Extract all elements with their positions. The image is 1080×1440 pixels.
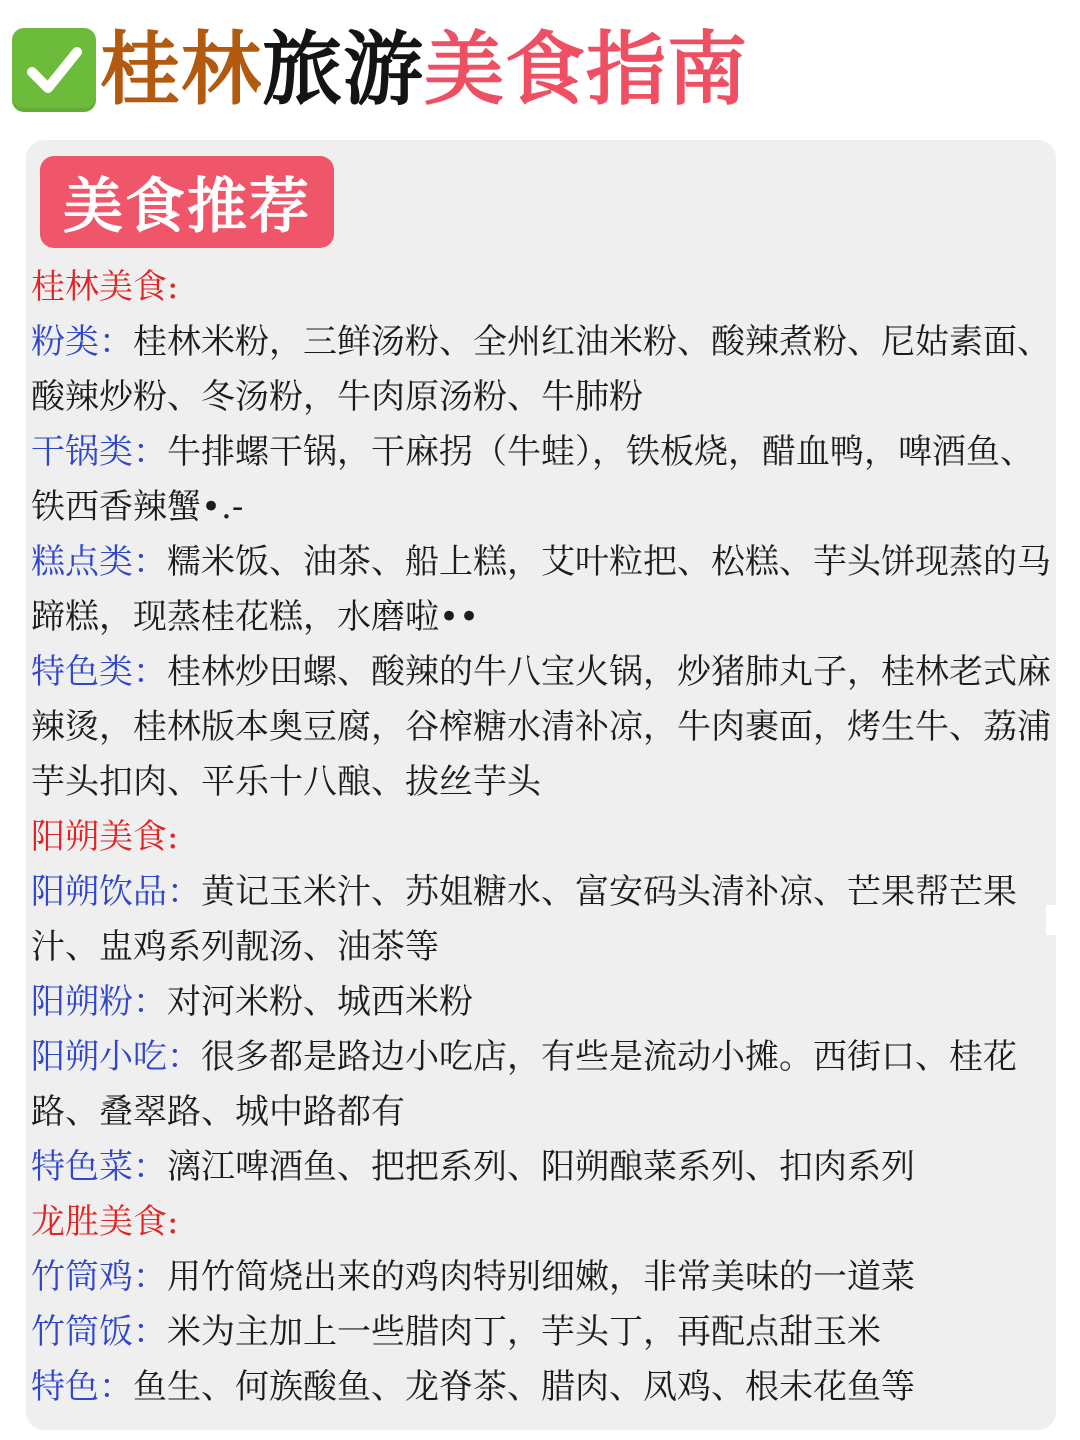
item-text: 鱼生、何族酸鱼、龙脊茶、腊肉、凤鸡、根未花鱼等 [133,1367,915,1407]
page-title [12,22,748,118]
list-item [31,1305,1051,1360]
checkmark-icon [12,28,96,112]
title-food-guide: 美食指南 [424,23,748,116]
item-text: 用竹简烧出来的鸡肉特别细嫩，非常美味的一道菜 [167,1257,915,1297]
list-item [31,975,1051,1030]
item-text: 对河米粉、城西米粉 [167,982,473,1022]
item-label: 阳朔饮品： [31,872,201,912]
list-item [31,535,1051,645]
list-item [31,425,1051,535]
item-text: 米为主加上一些腊肉丁，芋头丁，再配点甜玉米 [167,1312,881,1352]
item-label: 阳朔粉： [31,982,167,1022]
item-text: 很多都是路边小吃店，有些是流动小摊。西街口、桂花路、叠翠路、城中路都有 [31,1037,1017,1132]
list-item [31,1140,1051,1195]
item-label: 特色： [31,1367,133,1407]
longsheng-heading: 龙胜美食: [31,1202,179,1242]
item-label: 干锅类： [31,432,167,472]
item-text: 牛排螺干锅，干麻拐（牛蛙），铁板烧，醋血鸭，啤酒鱼、铁西香辣蟹•.- [31,432,1034,527]
item-label: 阳朔小吃： [31,1037,201,1077]
item-label: 糕点类： [31,542,167,582]
list-item [31,1030,1051,1140]
title-text [100,22,748,118]
food-list [31,260,1051,1415]
item-label: 竹筒鸡： [31,1257,167,1297]
item-label: 粉类： [31,322,133,362]
list-item [31,865,1051,975]
item-label: 竹筒饭： [31,1312,167,1352]
list-item [31,1250,1051,1305]
item-text: 漓江啤酒鱼、把把系列、阳朔酿菜系列、扣肉系列 [167,1147,915,1187]
item-text: 黄记玉米汁、苏姐糖水、富安码头清补凉、芒果帮芒果汁、盅鸡系列靓汤、油茶等 [31,872,1017,967]
list-item [31,645,1051,810]
section-badge: 美食推荐 [40,156,334,248]
title-travel: 旅游 [262,23,424,116]
list-item [31,315,1051,425]
list-item [31,1360,1051,1415]
yangshuo-heading: 阳朔美食: [31,817,179,857]
item-label: 特色类： [31,652,167,692]
item-text: 桂林炒田螺、酸辣的牛八宝火锅，炒猪肺丸子，桂林老式麻辣烫，桂林版本奥豆腐，谷榨糖水清补凉，牛肉裹面，烤生牛、荔浦芋头扣肉、平乐十八酿、拔丝芋头 [31,652,1051,802]
item-text: 桂林米粉，三鲜汤粉、全州红油米粉、酸辣煮粉、尼姑素面、酸辣炒粉、冬汤粉，牛肉原汤粉、牛肺粉 [31,322,1051,417]
item-text: 糯米饭、油茶、船上糕，艾叶粒把、松糕、芋头饼现蒸的马蹄糕，现蒸桂花糕，水磨啦•• [31,542,1051,637]
guilin-heading: 桂林美食: [31,267,179,307]
title-guilin: 桂林 [100,23,262,116]
item-label: 特色菜： [31,1147,167,1187]
